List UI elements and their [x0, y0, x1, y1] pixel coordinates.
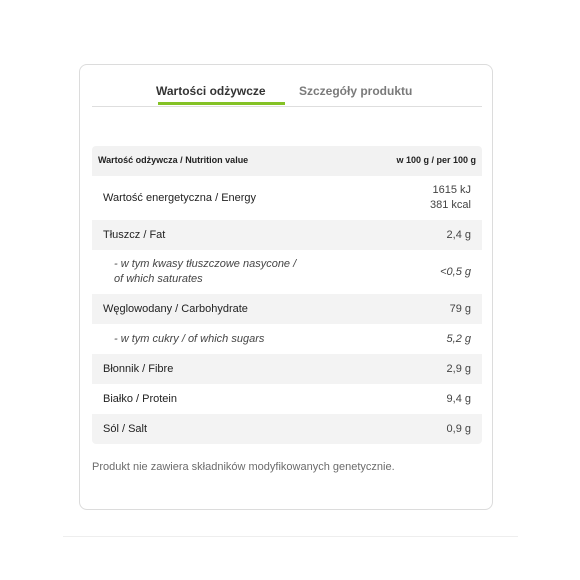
- saturates-label-line2: of which saturates: [114, 273, 203, 285]
- bottom-divider: [63, 536, 518, 537]
- table-row-energy: [92, 176, 482, 220]
- tab-product-details[interactable]: Szczegóły produktu: [299, 84, 413, 98]
- energy-label: Wartość energetyczna / Energy: [103, 192, 257, 204]
- table-row-fibre: [92, 354, 482, 384]
- table-row-sugars: [92, 324, 482, 354]
- protein-label: Białko / Protein: [103, 393, 177, 405]
- active-tab-indicator: [158, 102, 285, 105]
- header-label: Wartość odżywcza / Nutrition value: [98, 155, 249, 165]
- table-header-row: [92, 146, 482, 176]
- saturates-value: <0,5 g: [440, 266, 471, 278]
- carbohydrate-label: Węglowodany / Carbohydrate: [103, 303, 248, 315]
- table-row-carbohydrate: [92, 294, 482, 324]
- salt-value: 0,9 g: [446, 423, 471, 435]
- fat-label: Tłuszcz / Fat: [103, 229, 166, 241]
- header-value: w 100 g / per 100 g: [396, 155, 476, 165]
- table-row-saturates: [92, 250, 482, 294]
- fibre-label: Błonnik / Fibre: [103, 363, 174, 375]
- nutrition-table: [92, 146, 482, 444]
- gmo-note: Produkt nie zawiera składników modyfikowanych genetycznie.: [92, 461, 395, 473]
- salt-label: Sól / Salt: [103, 423, 148, 435]
- sugars-value: 5,2 g: [446, 333, 471, 345]
- energy-kj-value: 1615 kJ: [432, 184, 471, 196]
- fat-value: 2,4 g: [446, 229, 471, 241]
- carbohydrate-value: 79 g: [449, 303, 471, 315]
- fibre-value: 2,9 g: [446, 363, 471, 375]
- nutrition-card: [79, 64, 493, 510]
- table-row-salt: [92, 414, 482, 444]
- tab-bar: [92, 65, 482, 107]
- table-row-fat: [92, 220, 482, 250]
- sugars-label: - w tym cukry / of which sugars: [114, 333, 265, 345]
- protein-value: 9,4 g: [446, 393, 471, 405]
- tab-nutrition-values[interactable]: Wartości odżywcze: [156, 84, 266, 98]
- saturates-label-line1: - w tym kwasy tłuszczowe nasycone /: [114, 258, 297, 270]
- table-row-protein: [92, 384, 482, 414]
- energy-kcal-value: 381 kcal: [430, 199, 471, 211]
